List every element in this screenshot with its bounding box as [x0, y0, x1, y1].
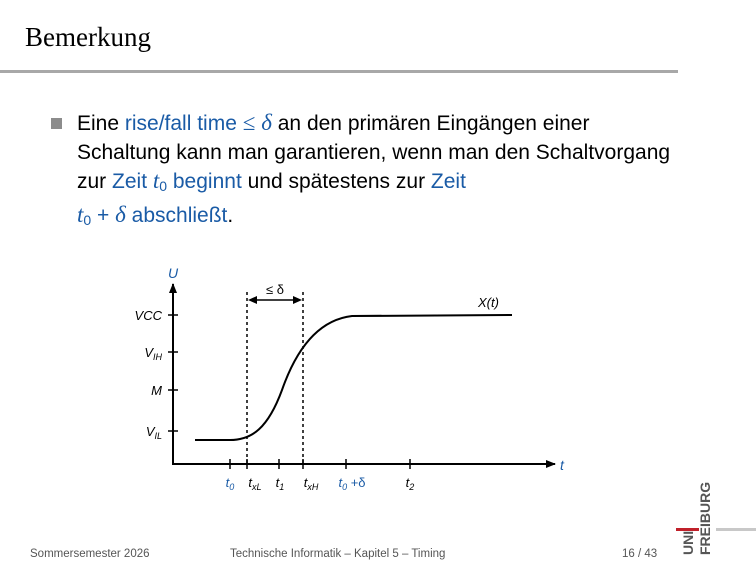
x-tick-label-t1: $t_1$ [275, 475, 285, 492]
interval-label: ≤ δ [266, 282, 284, 297]
text-segment: Eine [77, 112, 125, 135]
delta-symbol-2: δ [115, 201, 126, 227]
highlight-beginnt: beginnt [167, 170, 242, 193]
highlight-rise-fall-time: rise/fall time [124, 112, 237, 135]
text-segment: an den primären Eingängen einer Schaltung kann man garantieren, wenn man den Schaltvorgang zur [77, 112, 671, 193]
x-axis-label: t [560, 457, 564, 473]
interval-arrow-left-head [248, 296, 257, 304]
footer-page-number: 16 / 43 [622, 548, 658, 560]
y-tick-label-m: M [151, 383, 162, 398]
highlight-abschliesst: abschließt [125, 203, 228, 227]
highlight-zeit-2: Zeit [430, 170, 466, 193]
t0-symbol: t [152, 168, 160, 193]
logo-gray-bar [716, 528, 756, 531]
uni-freiburg-logo [676, 477, 756, 557]
y-tick-label-vil: $V_{IL}$ [145, 424, 162, 441]
signal-curve [195, 315, 512, 440]
y-tick-label-vih: $V_{IH}$ [144, 345, 162, 362]
logo-text-freiburg: FREIBURG [697, 481, 713, 555]
interval-arrow-right-head [293, 296, 302, 304]
y-axis-label: U [168, 265, 179, 281]
delta-symbol: δ [261, 110, 272, 135]
text-segment: und spätestens zur [241, 170, 431, 193]
t0-subscript: 0 [159, 178, 168, 194]
plus-symbol: + [91, 203, 116, 227]
x-tick-label-t0: $t_0$ [225, 475, 235, 492]
footer-semester: Sommersemester 2026 [30, 548, 150, 560]
slide-title: Bemerkung [25, 22, 151, 52]
t0-symbol-2: t [77, 201, 84, 227]
text-segment: . [227, 203, 234, 227]
x-tick-label-t2: $t_2$ [405, 475, 415, 492]
le-symbol: ≤ [242, 110, 256, 135]
x-tick-label-txh: $t_{xH}$ [303, 475, 319, 492]
x-tick-label-t0-plus-delta: $t_0 +\delta$ [338, 475, 366, 492]
curve-label: X(t) [478, 295, 499, 310]
logo-red-bar [676, 528, 699, 531]
highlight-zeit: Zeit [112, 170, 153, 193]
footer-course: Technische Informatik – Kapitel 5 – Timing [230, 548, 446, 560]
t0-subscript-2: 0 [83, 211, 92, 228]
logo-text-uni: UNI [680, 530, 696, 555]
y-tick-label-vcc: VCC [134, 308, 162, 323]
x-tick-label-txl: $t_{xL}$ [248, 475, 262, 492]
